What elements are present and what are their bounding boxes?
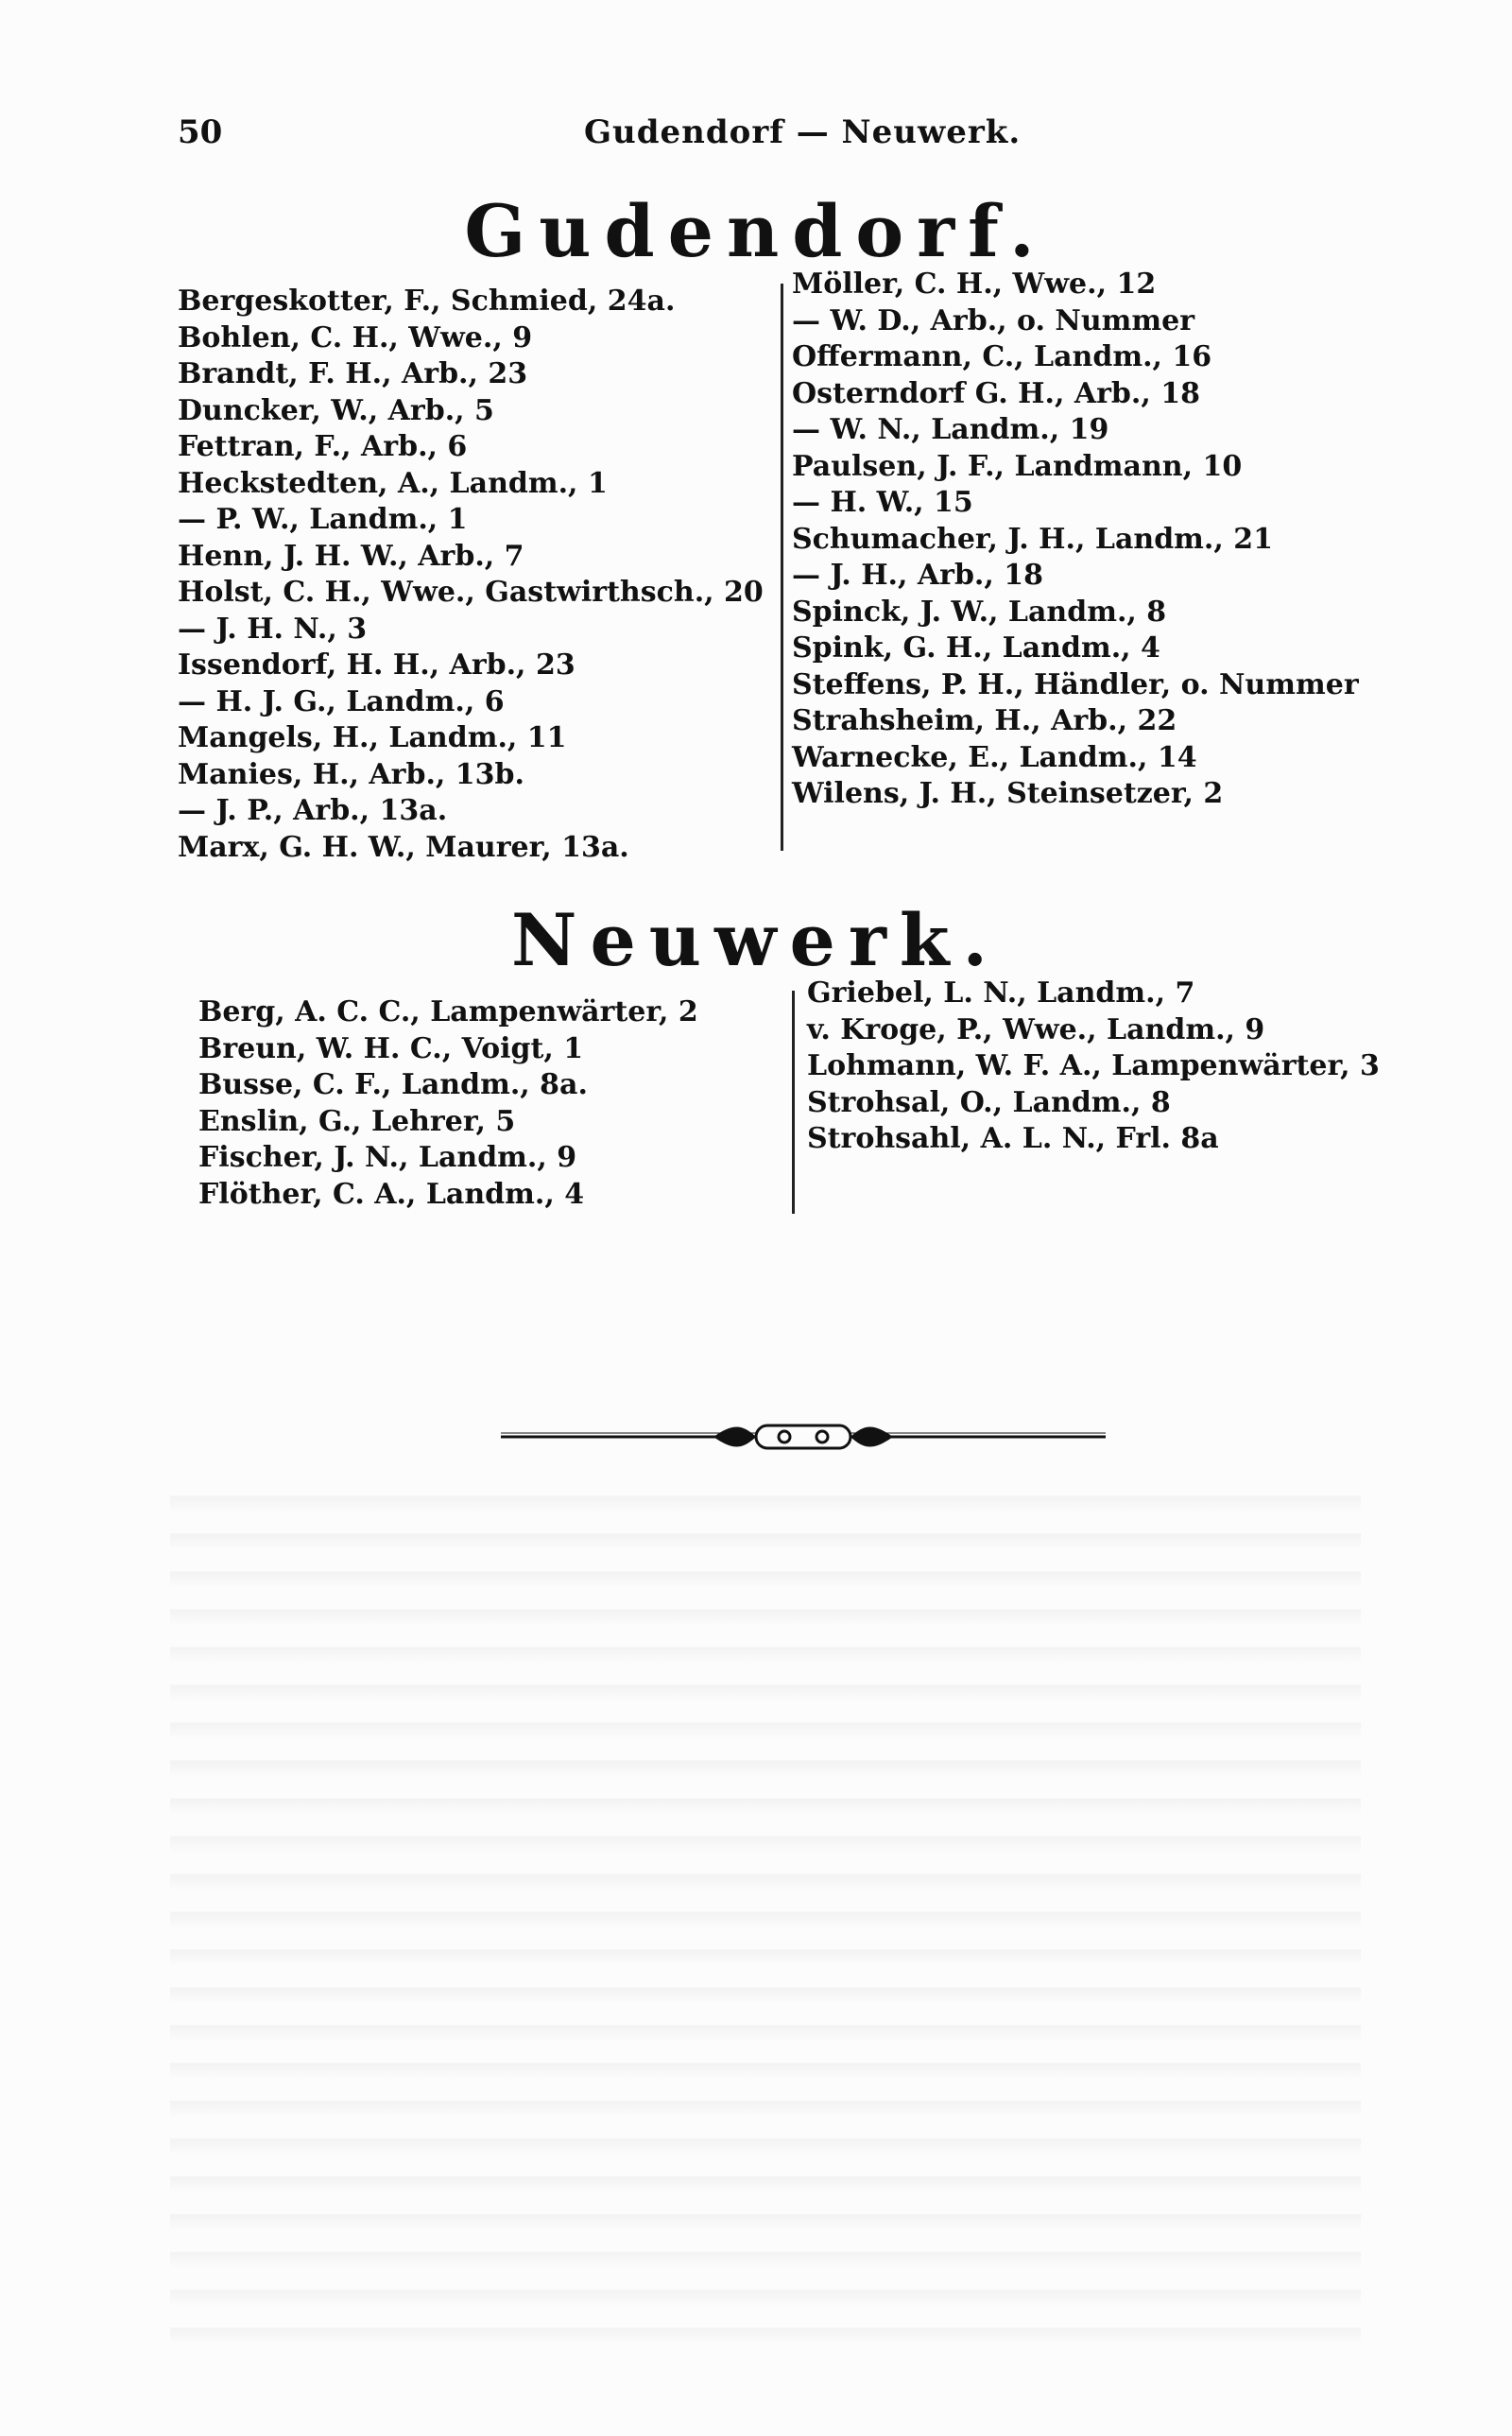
list-item: Brandt, F. H., Arb., 23 xyxy=(178,357,528,390)
list-item: — J. H. N., 3 xyxy=(178,612,368,646)
column-divider xyxy=(792,991,795,1214)
list-item: Busse, C. F., Landm., 8a. xyxy=(198,1068,588,1101)
list-item: Berg, A. C. C., Lampenwärter, 2 xyxy=(198,995,698,1028)
ornament-divider xyxy=(501,1418,1106,1456)
list-item: Issendorf, H. H., Arb., 23 xyxy=(178,648,576,682)
show-through-background xyxy=(170,1475,1361,2344)
page-header xyxy=(178,113,1342,170)
list-item: Warnecke, E., Landm., 14 xyxy=(792,740,1197,774)
list-item: Wilens, J. H., Steinsetzer, 2 xyxy=(792,777,1224,810)
list-item: Spink, G. H., Landm., 4 xyxy=(792,631,1160,665)
column-divider xyxy=(781,284,783,851)
list-item: — P. W., Landm., 1 xyxy=(178,503,468,536)
neuwerk-right-column xyxy=(807,976,1380,1158)
list-item: — W. D., Arb., o. Nummer xyxy=(792,303,1195,337)
list-item: Manies, H., Arb., 13b. xyxy=(178,757,524,791)
gudendorf-right-column xyxy=(792,267,1359,813)
list-item: Bohlen, C. H., Wwe., 9 xyxy=(178,320,533,354)
list-item: Strohsal, O., Landm., 8 xyxy=(807,1085,1171,1119)
list-item: — H. W., 15 xyxy=(792,486,973,519)
list-item: v. Kroge, P., Wwe., Landm., 9 xyxy=(807,1012,1265,1046)
list-item: Flöther, C. A., Landm., 4 xyxy=(198,1177,585,1211)
list-item: Marx, G. H. W., Maurer, 13a. xyxy=(178,830,629,864)
list-item: Steffens, P. H., Händler, o. Nummer xyxy=(792,667,1359,701)
list-item: Möller, C. H., Wwe., 12 xyxy=(792,268,1157,301)
list-item: Schumacher, J. H., Landm., 21 xyxy=(792,522,1273,556)
neuwerk-left-column xyxy=(198,994,698,1213)
list-item: — W. N., Landm., 19 xyxy=(792,413,1109,446)
list-item: Fischer, J. N., Landm., 9 xyxy=(198,1141,577,1174)
list-item: Holst, C. H., Wwe., Gastwirthsch., 20 xyxy=(178,576,764,609)
list-item: Lohmann, W. F. A., Lampenwärter, 3 xyxy=(807,1049,1380,1082)
list-item: Breun, W. H. C., Voigt, 1 xyxy=(198,1031,584,1065)
gudendorf-left-column xyxy=(178,284,764,866)
list-item: Spinck, J. W., Landm., 8 xyxy=(792,595,1167,629)
list-item: Mangels, H., Landm., 11 xyxy=(178,721,567,754)
list-item: Strohsahl, A. L. N., Frl. 8a xyxy=(807,1122,1219,1155)
list-item: Enslin, G., Lehrer, 5 xyxy=(198,1104,516,1138)
list-item: — H. J. G., Landm., 6 xyxy=(178,684,505,718)
list-item: Strahsheim, H., Arb., 22 xyxy=(792,704,1177,737)
list-item: Heckstedten, A., Landm., 1 xyxy=(178,466,608,500)
list-item: Fettran, F., Arb., 6 xyxy=(178,430,468,463)
list-item: Duncker, W., Arb., 5 xyxy=(178,393,494,427)
page-number: 50 xyxy=(178,113,223,151)
section-title-gudendorf: Gudendorf. xyxy=(464,189,1048,273)
list-item: — J. H., Arb., 18 xyxy=(792,559,1044,592)
list-item: Griebel, L. N., Landm., 7 xyxy=(807,976,1195,1010)
list-item: Henn, J. H. W., Arb., 7 xyxy=(178,539,524,573)
list-item: Osterndorf G. H., Arb., 18 xyxy=(792,376,1200,410)
list-item: Paulsen, J. F., Landmann, 10 xyxy=(792,449,1243,483)
list-item: Bergeskotter, F., Schmied, 24a. xyxy=(178,285,676,318)
list-item: — J. P., Arb., 13a. xyxy=(178,794,448,827)
list-item: Offermann, C., Landm., 16 xyxy=(792,340,1212,373)
running-title: Gudendorf — Neuwerk. xyxy=(584,113,1022,151)
section-title-neuwerk: Neuwerk. xyxy=(510,898,1001,982)
